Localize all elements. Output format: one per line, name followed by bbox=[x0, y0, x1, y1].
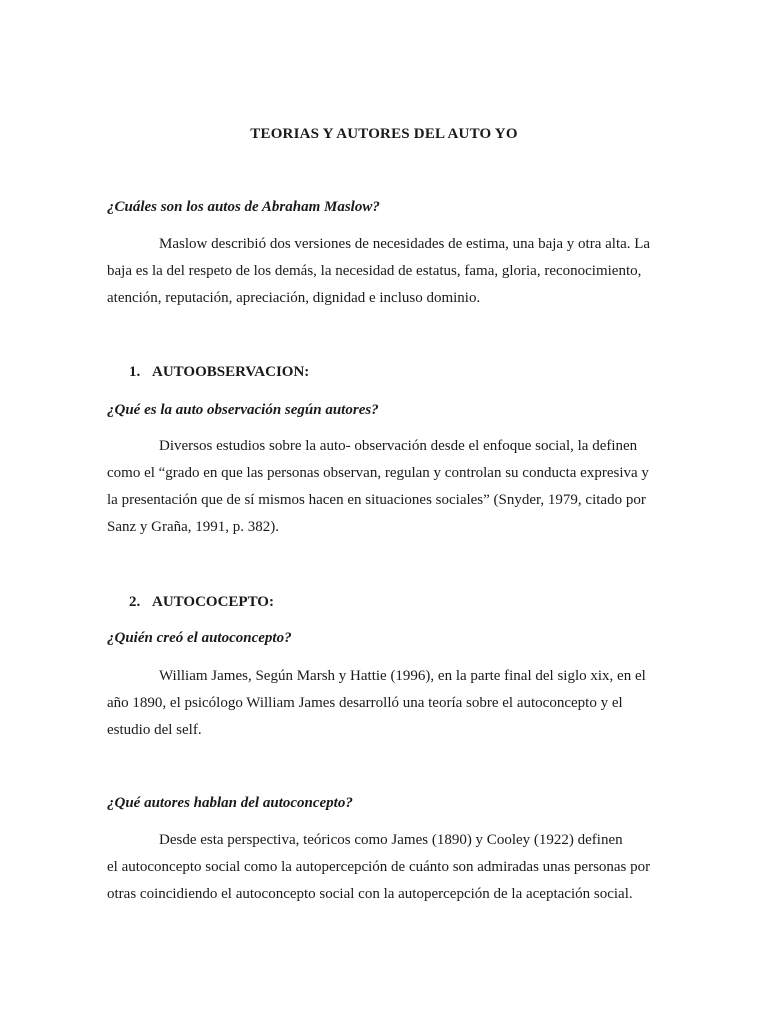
paragraph-line: año 1890, el psicólogo William James desarrolló una teoría sobre el autoconcepto y el bbox=[107, 695, 623, 711]
paragraph-line bbox=[107, 231, 667, 258]
paragraph-line: baja es la del respeto de los demás, la necesidad de estatus, fama, gloria, reconocimiento, bbox=[107, 263, 642, 279]
paragraph-line bbox=[107, 827, 667, 854]
paragraph-line: el autoconcepto social como la autopercepción de cuánto son admiradas unas personas por bbox=[107, 859, 651, 875]
paragraph-maslow bbox=[107, 231, 667, 312]
section-heading-autococepto bbox=[129, 594, 274, 611]
paragraph-auto-observacion bbox=[107, 433, 667, 541]
paragraph-line: la presentación que de sí mismos hacen en situaciones sociales” (Snyder, 1979, citado por bbox=[107, 492, 646, 508]
paragraph-line: estudio del self. bbox=[107, 722, 202, 738]
section-title: AUTOOBSERVACION: bbox=[152, 364, 310, 380]
paragraph-line: otras coincidiendo el autoconcepto social con la autopercepción de la aceptación social. bbox=[107, 886, 633, 902]
paragraph-line: atención, reputación, apreciación, dignidad e incluso dominio. bbox=[107, 290, 481, 306]
document-title: TEORIAS Y AUTORES DEL AUTO YO bbox=[250, 126, 518, 142]
section-number: 1. bbox=[129, 364, 141, 380]
paragraph-william-james bbox=[107, 663, 667, 744]
paragraph-line-text: Maslow describió dos versiones de necesidades de estima, una baja y otra alta. La bbox=[159, 236, 651, 252]
paragraph-line: como el “grado en que las personas observan, regulan y controlan su conducta expresiva y bbox=[107, 465, 649, 481]
section-title: AUTOCOCEPTO: bbox=[152, 594, 274, 610]
question-auto-observacion: ¿Qué es la auto observación según autores? bbox=[107, 402, 379, 418]
paragraph-line bbox=[107, 433, 667, 460]
paragraph-line-text: Diversos estudios sobre la auto- observación desde el enfoque social, la definen bbox=[159, 438, 638, 454]
paragraph-line-text: Desde esta perspectiva, teóricos como James (1890) y Cooley (1922) definen bbox=[159, 832, 623, 848]
paragraph-james-cooley bbox=[107, 827, 667, 908]
paragraph-line: Sanz y Graña, 1991, p. 382). bbox=[107, 519, 280, 535]
question-que-autores: ¿Qué autores hablan del autoconcepto? bbox=[107, 795, 353, 811]
question-maslow: ¿Cuáles son los autos de Abraham Maslow? bbox=[107, 199, 380, 215]
section-heading-autoobservacion bbox=[129, 364, 309, 381]
section-number: 2. bbox=[129, 594, 141, 610]
question-quien-creo: ¿Quién creó el autoconcepto? bbox=[107, 630, 292, 646]
paragraph-line bbox=[107, 663, 667, 690]
paragraph-line-text: William James, Según Marsh y Hattie (1996), en la parte final del siglo xix, en el bbox=[159, 668, 646, 684]
